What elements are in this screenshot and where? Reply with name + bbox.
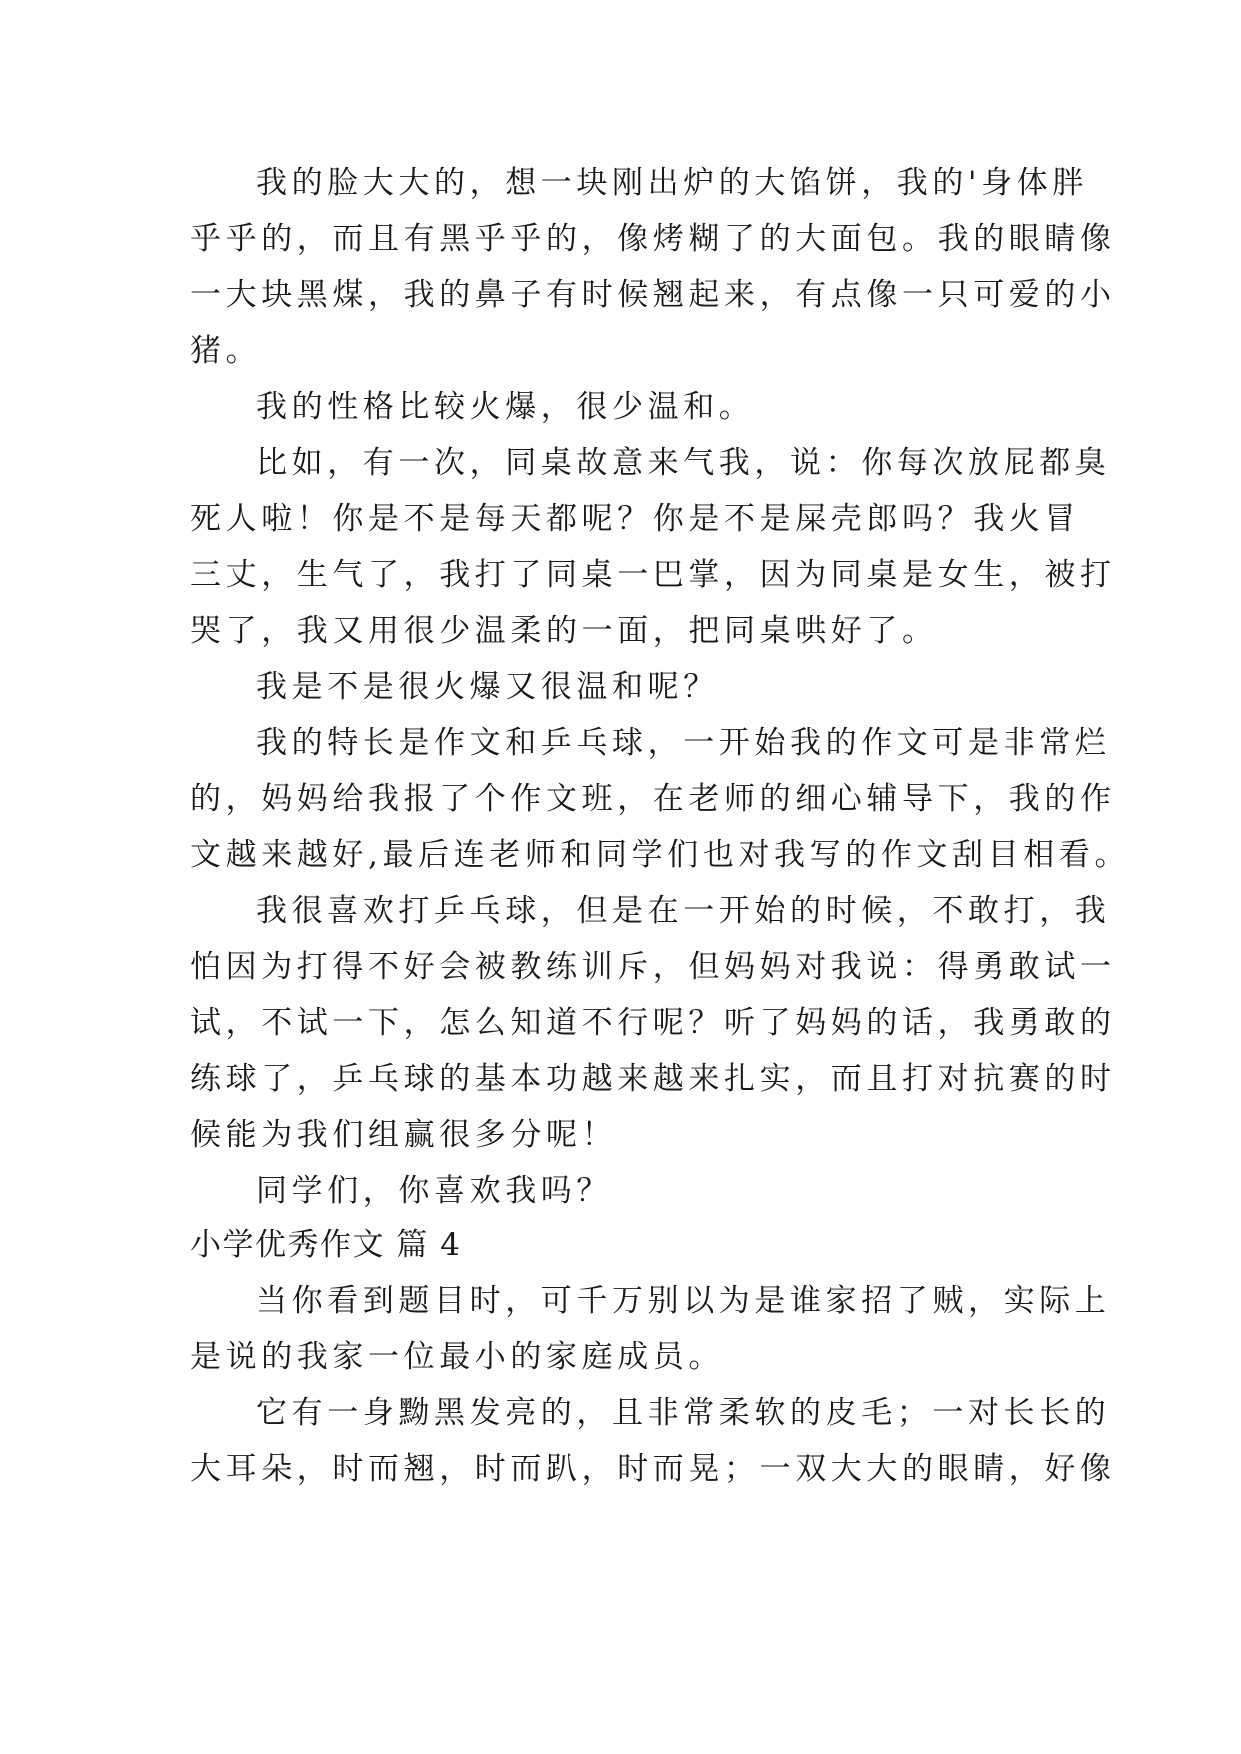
text-line: 哭了，我又用很少温柔的一面，把同桌哄好了。 [190, 613, 938, 649]
text-line: 文越来越好,最后连老师和同学们也对我写的作文刮目相看。 [190, 837, 1131, 873]
text-line: 是说的我家一位最小的家庭成员。 [190, 1339, 724, 1375]
text-line: 我是不是很火爆又很温和呢？ [256, 669, 719, 705]
text-line: 当你看到题目时，可千万别以为是谁家招了贼，实际上 [256, 1283, 1111, 1319]
text-line: 大耳朵，时而翘，时而趴，时而晃；一双大大的眼睛，好像 [190, 1451, 1116, 1487]
text-line: 我的特长是作文和乒乓球，一开始我的作文可是非常烂 [256, 725, 1111, 761]
text-line: 的，妈妈给我报了个作文班，在老师的细心辅导下，我的作 [190, 781, 1116, 817]
text-line: 死人啦！你是不是每天都呢？你是不是屎壳郎吗？我火冒 [190, 501, 1080, 537]
text-line: 乎乎的，而且有黑乎乎的，像烤糊了的大面包。我的眼睛像 [190, 221, 1116, 257]
text-line: 我的性格比较火爆，很少温和。 [256, 389, 755, 425]
text-line: 试，不试一下，怎么知道不行呢？听了妈妈的话，我勇敢的 [190, 1005, 1116, 1041]
text-line: 练球了，乒乓球的基本功越来越来扎实，而且打对抗赛的时 [190, 1061, 1116, 1097]
text-line: 比如，有一次，同桌故意来气我，说：你每次放屁都臭 [256, 445, 1111, 481]
text-line: 我很喜欢打乒乓球，但是在一开始的时候，不敢打，我 [256, 893, 1111, 929]
text-line: 候能为我们组赢很多分呢！ [190, 1117, 618, 1153]
text-line: 同学们，你喜欢我吗？ [256, 1173, 612, 1209]
text-line: 猪。 [190, 333, 262, 369]
text-line: 我的脸大大的，想一块刚出炉的大馅饼，我的'身体胖 [256, 165, 1088, 201]
text-line: 怕因为打得不好会被教练训斥，但妈妈对我说：得勇敢试一 [190, 949, 1116, 985]
section-heading: 小学优秀作文 篇 4 [190, 1227, 462, 1263]
text-line: 一大块黑煤，我的鼻子有时候翘起来，有点像一只可爱的小 [190, 277, 1116, 313]
text-line: 三丈，生气了，我打了同桌一巴掌，因为同桌是女生，被打 [190, 557, 1116, 593]
text-line: 它有一身黝黑发亮的，且非常柔软的皮毛；一对长长的 [256, 1395, 1111, 1431]
